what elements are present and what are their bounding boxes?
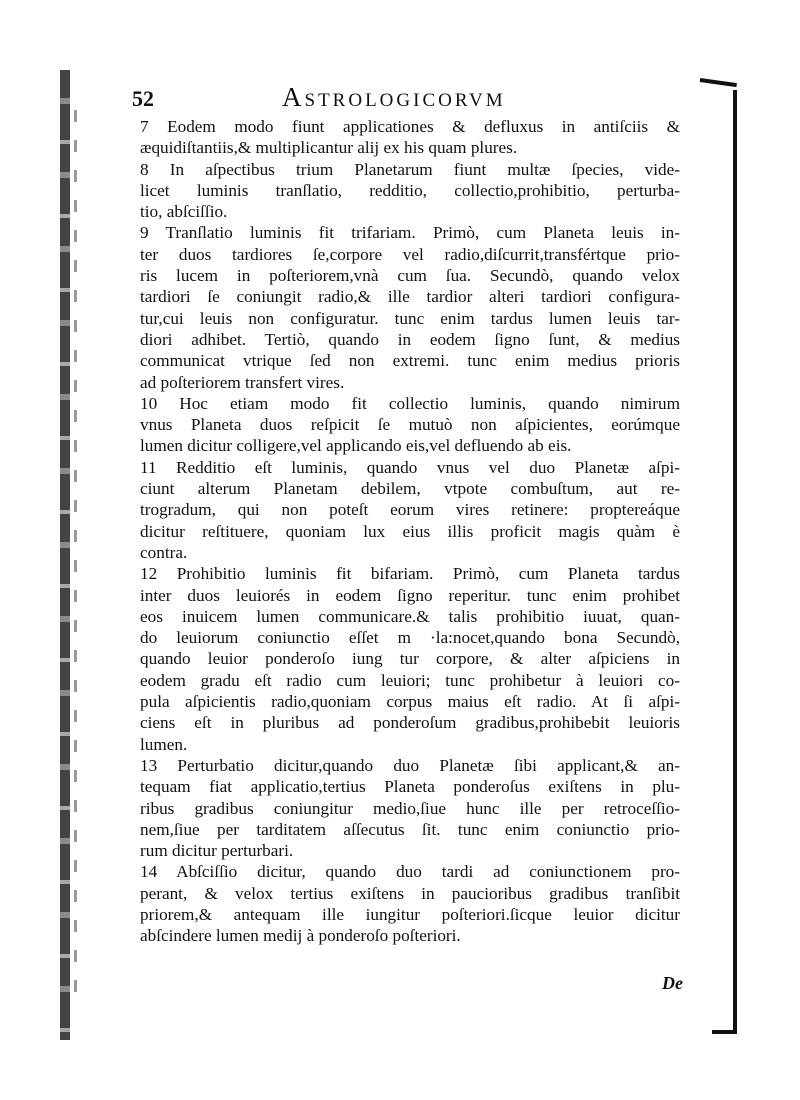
- text-line: ter duos tardiores ſe,corpore vel radio,diſcurrit,transfértque prio-: [140, 244, 680, 264]
- binding-edge-left: [60, 70, 70, 1040]
- text-line: dicitur reſtituere, quoniam lux eius illis proficit magis quàm è: [140, 521, 680, 541]
- text-line: licet luminis tranſlatio, redditio, collectio,prohibitio, perturba-: [140, 180, 680, 200]
- text-line: ris lucem in poſteriorem,vnà cum ſua. Secundò, quando velox: [140, 266, 680, 286]
- text-line: ribus gradibus coniungitur medio,ſiue hunc ille per retroceſſio-: [140, 798, 680, 818]
- text-line: æquidiſtantiis,& multiplicantur alij ex his quam plures.: [140, 138, 518, 158]
- text-line: lumen dicitur colligere,vel applicando eis,vel defluendo ab eis.: [140, 436, 572, 456]
- page-header: [132, 82, 692, 118]
- text-line: 13 Perturbatio dicitur,quando duo Planetæ ſibi applicant,& an-: [140, 755, 680, 775]
- text-line: pula aſpicientis radio,quoniam corpus maius eſt radio. At ſi aſpi-: [140, 692, 680, 712]
- page-edge-top: [700, 78, 737, 87]
- binding-shadow: [74, 110, 77, 1010]
- text-line: contra.: [140, 542, 188, 562]
- text-line: ciunt alterum Planetam debilem, vtpote combuſtum, aut re-: [140, 479, 680, 499]
- running-title: Astrologicorvm: [282, 82, 506, 112]
- text-line: vnus Planeta duos reſpicit ſe mutuò non aſpicientes, eorúmque: [140, 415, 680, 435]
- catchword: De: [662, 973, 683, 993]
- text-line: 12 Prohibitio luminis fit bifariam. Primò, cum Planeta tardus: [140, 564, 680, 584]
- text-line: eos inuicem lumen communicare.& talis prohibitio iuuat, quan-: [140, 606, 680, 626]
- text-line: lumen.: [140, 734, 188, 754]
- text-line: quando leuior ponderoſo iung tur corpore, & alter aſpiciens in: [140, 649, 680, 669]
- text-line: 9 Tranſlatio luminis fit trifariam. Primò, cum Planeta leuis in-: [140, 223, 680, 243]
- text-line: rum dicitur perturbari.: [140, 841, 294, 861]
- text-line: 14 Abſciſſio dicitur, quando duo tardi ad coniunctionem pro-: [140, 862, 680, 882]
- text-line: tardiori ſe coniungit radio,& ille tardior alteri tardiori configura-: [140, 287, 680, 307]
- text-line: abſcindere lumen medij à ponderoſo poſteriori.: [140, 926, 461, 946]
- text-line: do leuiorum coniunctio eſſet m ·la:nocet,quando bona Secundò,: [140, 628, 680, 648]
- text-line: perant, & velox tertius exiſtens in paucioribus gradibus tranſibit: [140, 883, 680, 903]
- text-line: tequam fiat applicatio,tertius Planeta ponderoſus exiſtens in plu-: [140, 777, 680, 797]
- text-line: diori adhibet. Tertiò, quando in eodem ſigno ſunt, & medius: [140, 329, 680, 349]
- text-line: ad poſteriorem transfert vires.: [140, 372, 345, 392]
- text-line: communicat vtrique ſed non extremi. tunc enim medius prioris: [140, 351, 680, 371]
- page-edge-bottom: [712, 1030, 737, 1034]
- text-line: 10 Hoc etiam modo fit collectio luminis, quando nimirum: [140, 393, 680, 413]
- text-line: tio, abſciſſio.: [140, 202, 228, 222]
- text-body: [140, 116, 680, 947]
- text-line: tur,cui leuis non configuratur. tunc enim tardus lumen leuis tar-: [140, 308, 680, 328]
- text-line: 7 Eodem modo fiunt applicationes & defluxus in antiſciis &: [140, 117, 680, 136]
- page-number: 52: [132, 86, 154, 111]
- text-line: ciens eſt in pluribus ad ponderoſum gradibus,prohibebit leuioris: [140, 713, 680, 733]
- text-line: 8 In aſpectibus trium Planetarum fiunt multæ ſpecies, vide-: [140, 159, 680, 179]
- page-edge-right: [733, 90, 737, 1030]
- text-line: nem,ſiue per tarditatem aſſecutus ſit. tunc enim coniunctio prio-: [140, 819, 680, 839]
- text-line: inter duos leuiorés in eodem ſigno reperitur. tunc enim prohibet: [140, 585, 680, 605]
- text-line: trogradum, qui non poteſt eorum vires retinere: proptereáque: [140, 500, 680, 520]
- text-line: priorem,& antequam ille iungitur poſteriori.ſicque leuior dicitur: [140, 904, 680, 924]
- text-line: eodem gradu eſt radio cum leuiori; tunc prohibetur à leuiori co-: [140, 670, 680, 690]
- text-line: 11 Redditio eſt luminis, quando vnus vel duo Planetæ aſpi-: [140, 457, 680, 477]
